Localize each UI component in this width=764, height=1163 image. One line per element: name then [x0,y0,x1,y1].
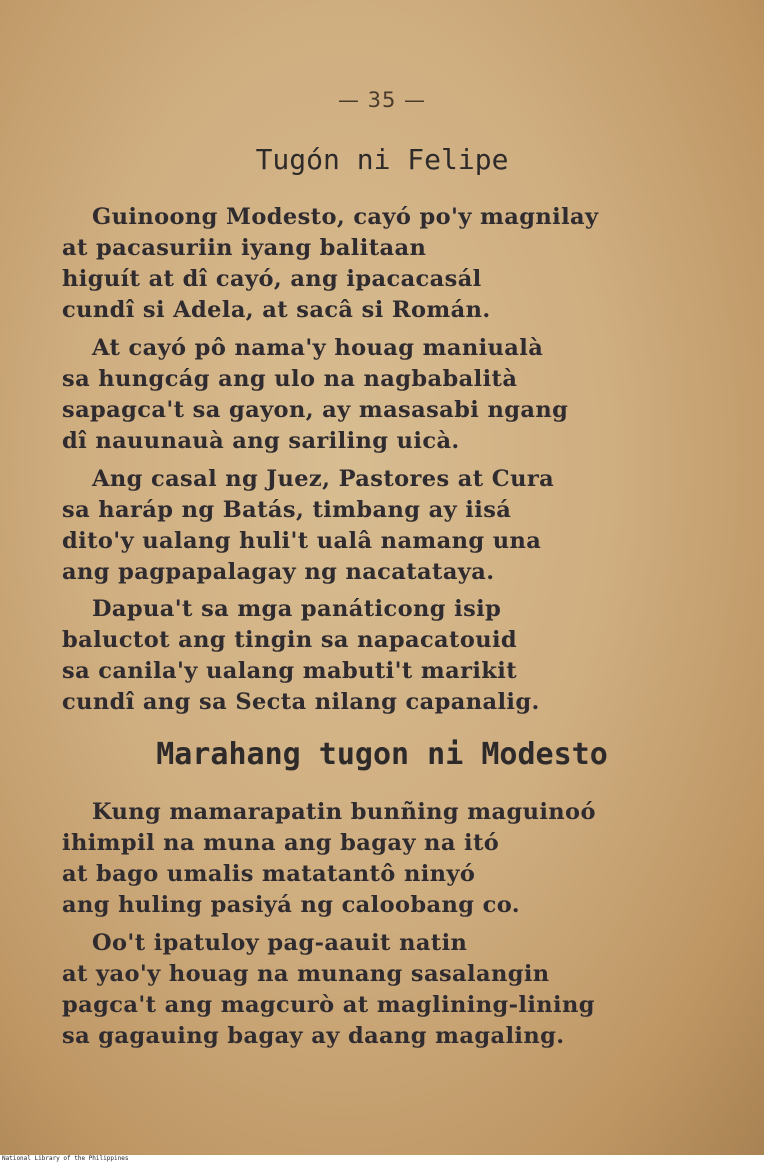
verse-line: sa haráp ng Batás, timbang ay iisá [62,497,512,523]
verse-line: Guinoong Modesto, cayó po'y magnilay [92,204,599,230]
stanza [62,333,662,457]
verse-line: Ang casal ng Juez, Pastores at Cura [92,466,555,492]
verse-line: pagca't ang magcurò at maglining-lining [62,992,595,1018]
verse-line: ang huling pasiyá ng caloobang co. [62,892,520,918]
verse-line: sa hungcág ang ulo na nagbabalità [62,366,518,392]
stanza [62,928,662,1052]
stanza [62,464,662,588]
verse-line: at pacasuriin iyang balitaan [62,235,427,261]
page-number: — 35 — [337,88,427,112]
library-credit: National Library of the Philippines [0,1155,764,1163]
verse-line: sa gagauing bagay ay daang magaling. [62,1023,565,1049]
verse-line: Oo't ipatuloy pag-aauit natin [92,930,468,956]
verse-line: at yao'y houag na munang sasalangin [62,961,550,987]
stanza [62,797,662,921]
verse-line: dito'y ualang huli't ualâ namang una [62,528,542,554]
verse-line: ang pagpapalagay ng nacatataya. [62,559,495,585]
verse-line: sapagca't sa gayon, ay masasabi ngang [62,397,569,423]
verse-line: baluctot ang tingin sa napacatouid [62,627,518,653]
verse-line: Kung mamarapatin bunñing maguinoó [92,799,596,825]
section-title-felipe: Tugón ni Felipe [255,143,509,176]
verse-line: dî nauunauà ang sariling uicà. [62,428,460,454]
verse-line: At cayó pô nama'y houag maniualà [92,335,544,361]
stanza [62,594,662,718]
verse-line: higuít at dî cayó, ang ipacacasál [62,266,482,292]
verse-line: sa canila'y ualang mabuti't marikit [62,658,518,684]
verse-line: at bago umalis matatantô ninyó [62,861,476,887]
verse-line: Dapua't sa mga panáticong isip [92,596,502,622]
section-title-modesto: Marahang tugon ni Modesto [156,737,608,772]
stanza [62,202,662,326]
verse-line: ihimpil na muna ang bagay na itó [62,830,500,856]
verse-line: cundî ang sa Secta nilang capanalig. [62,689,540,715]
verse-line: cundî si Adela, at sacâ si Román. [62,297,491,323]
